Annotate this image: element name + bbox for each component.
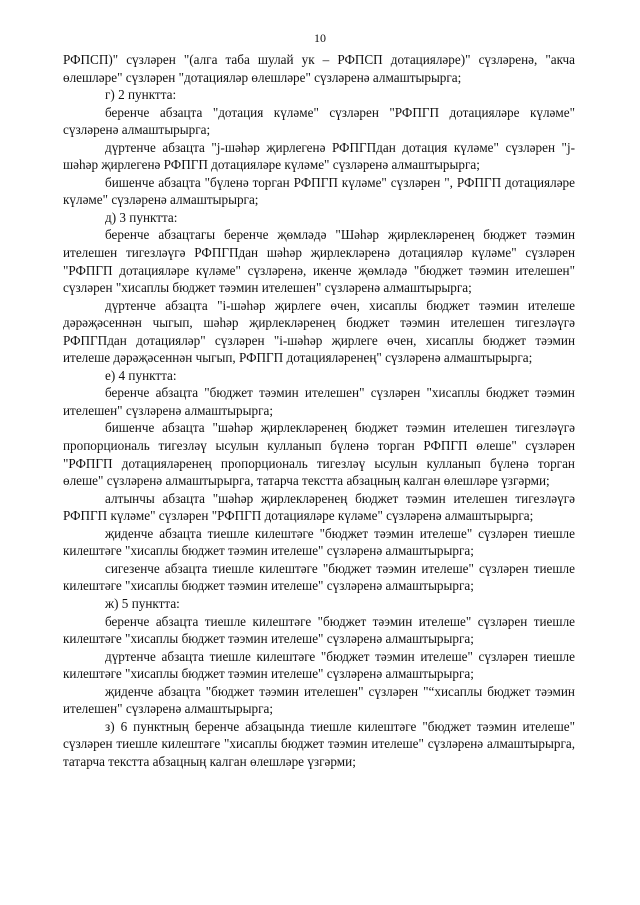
paragraph: беренче абзацта "дотация күләме" сүзләрен "РФПГП дотацияләре күләме" сүзләренә алмаштырырга; xyxy=(63,104,575,138)
subsection-e-heading: е) 4 пунктта: xyxy=(105,367,177,383)
paragraph: дүртенче абзацта тиешле килештәге "бюджет тәэмин ителеше" сүзләрен тиешле килештәге "хисаплы бюджет тәэмин ителеше" сүзләренә алмаштырырга; xyxy=(63,648,575,682)
page-number: 10 xyxy=(314,31,326,45)
paragraph: дүртенче абзацта "i-шәһәр җирлеге өчен, хисаплы бюджет тәэмин ителеше дәрәҗәсеннән чыгып, шәһәр җирлекләренең бюджет тәэмин ителешен тигезләүгә РФПГПдан дотацияләр" сүзләрен "i-шәһәр җирлеге өчен, хисаплы бюджет тәэмин ителеше дәрәҗәсеннән чыгып, РФПГП дотацияләренең" сүзләренә алмаштырырга; xyxy=(63,297,575,366)
paragraph: җиденче абзацта тиешле килештәге "бюджет тәэмин ителеше" сүзләрен тиешле килештәге "хисаплы бюджет тәэмин ителеше" сүзләренә алмаштырырга; xyxy=(63,525,575,559)
paragraph: беренче абзацта тиешле килештәге "бюджет тәэмин ителеше" сүзләрен тиешле килештәге "хисаплы бюджет тәэмин ителеше" сүзләренә алмаштырырга; xyxy=(63,613,575,647)
paragraph: беренче абзацта "бюджет тәэмин ителешен" сүзләрен "хисаплы бюджет тәэмин ителешен" сүзләренә алмаштырырга; xyxy=(63,385,575,418)
subsection-d-heading: д) 3 пунктта: xyxy=(105,209,178,225)
paragraph: з) 6 пунктның беренче абзацында тиешле килештәге "бюджет тәэмин ителеше" сүзләрен тиешле килештәге "хисаплы бюджет тәэмин ителеше" сүзләренә алмаштырырга, татарча текстта абзацның калган өлешләре үзгәрми; xyxy=(63,718,575,769)
paragraph: дүртенче абзацта "j-шәһәр җирлегенә РФПГПдан дотация күләме" сүзләрен "j-шәһәр җирлегенә РФПГП дотацияләре күләме" сүзләренә алмаштырырга; xyxy=(63,139,575,173)
subsection-g-heading: г) 2 пунктта: xyxy=(105,87,177,103)
paragraph: алтынчы абзацта "шәһәр җирлекләренең бюджет тәэмин ителешен тигезләүгә РФПГП күләме" сүзләрен "РФПГП дотацияләре күләме" сүзләренә алмаштырырга; xyxy=(63,490,575,524)
paragraph: сигезенче абзацта тиешле килештәге "бюджет тәэмин ителеше" сүзләрен тиешле килештәге "хисаплы бюджет тәэмин ителеше" сүзләренә алмаштырырга; xyxy=(63,560,575,594)
paragraph: беренче абзацтагы беренче җөмләдә "Шәһәр җирлекләренең бюджет тәэмин ителешен тигезләүгә РФПГПдан шәһәр җирлекләренә дотацияләр күләме" сүзләрен "РФПГП дотацияләре күләме" сүзләренә, икенче җөмләдә "бюджет тәэмин ителешен" сүзләрен "хисаплы бюджет тәэмин ителешен" сүзләренә алмаштырырга; xyxy=(63,227,575,296)
paragraph: бишенче абзацта "шәһәр җирлекләренең бюджет тәэмин ителешен тигезләүгә пропорциональ тигезләү ысулын кулланып бүленә торган РФПГП өлеше" сүзләрен "РФПГП дотацияләренең пропорциональ тигезләү ысулын кулланып бүленә торган өлеше" сүзләренә алмаштырырга, татарча текстта абзацның калган өлешләре үзгәрми; xyxy=(63,420,575,489)
subsection-zh-heading: ж) 5 пунктта: xyxy=(105,595,180,611)
document-body xyxy=(63,51,575,770)
paragraph-continuation: РФПСП)" сүзләрен "(алга таба шулай ук – РФПСП дотацияләре)" сүзләренә, "акча өлешләре" сүзләрен "дотацияләр өлешләре" сүзләренә алмаштырырга; xyxy=(63,52,575,85)
paragraph: җиденче абзацта "бюджет тәэмин ителешен" сүзләрен "“хисаплы бюджет тәэмин ителешен" сүзләренә алмаштырырга; xyxy=(63,683,575,717)
paragraph: бишенче абзацта "бүленә торган РФПГП күләме" сүзләрен ", РФПГП дотацияләре күләме" сүзләренә алмаштырырга; xyxy=(63,174,575,208)
